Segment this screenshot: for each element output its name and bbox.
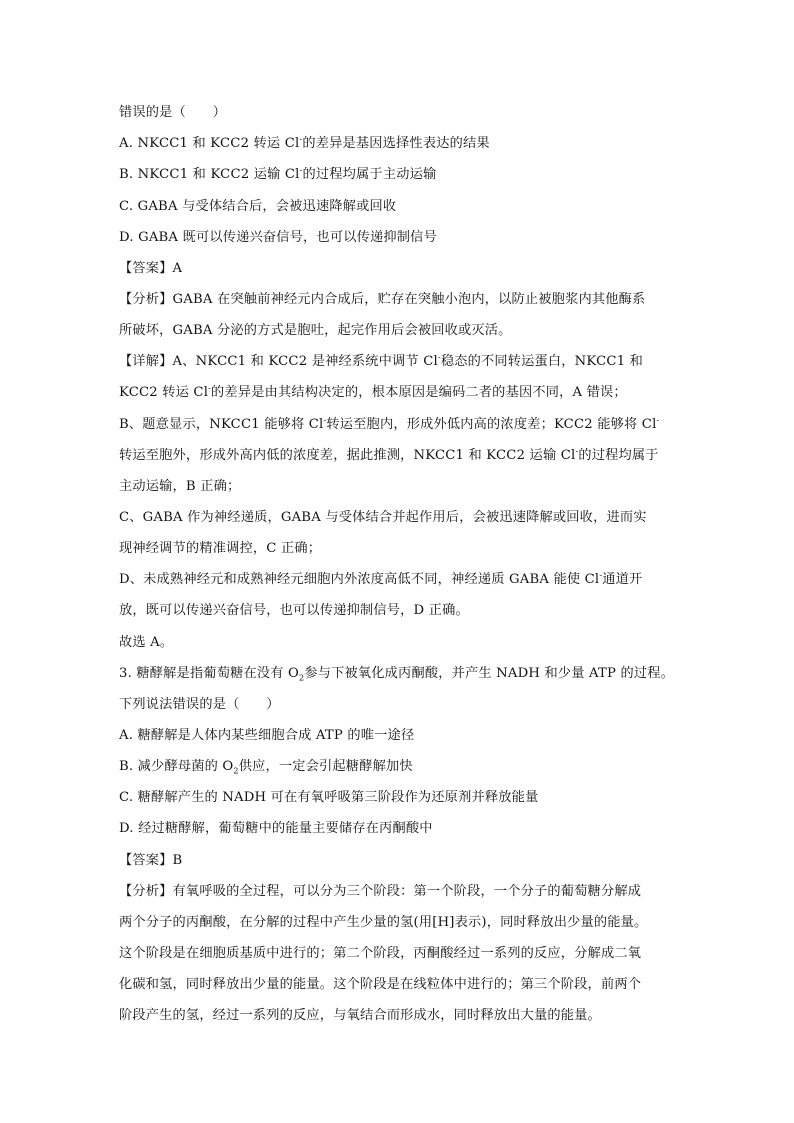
question-3-option-d: D. 经过糖酵解，葡萄糖中的能量主要储存在丙酮酸中 bbox=[119, 821, 433, 836]
question-2-analysis-line: 所破坏，GABA 分泌的方式是胞吐，起完作用后会被回收或灭活。 bbox=[119, 323, 512, 338]
question-2-stem-tail: 错误的是（ ） bbox=[119, 105, 227, 120]
question-2-option-b: B. NKCC1 和 KCC2 运输 Cl-的过程均属于主动运输 bbox=[119, 165, 437, 182]
question-2-detail-line: 现神经调节的精准调控，C 正确； bbox=[119, 541, 322, 556]
question-3-option-a: A. 糖酵解是人体内某些细胞合成 ATP 的唯一途径 bbox=[119, 728, 415, 743]
question-2-option-a: A. NKCC1 和 KCC2 转运 Cl-的差异是基因选择性表达的结果 bbox=[119, 134, 490, 151]
question-2-detail-line: B、题意显示，NKCC1 能够将 Cl-转运至胞内，形成外低内高的浓度差；KCC2 能够将 Cl- bbox=[119, 415, 660, 432]
question-3-analysis-line: 两个分子的丙酮酸，在分解的过程中产生少量的氢(用[H]表示)，同时释放出少量的能量。 bbox=[119, 915, 648, 930]
question-2-detail-line: 主动运输，B 正确； bbox=[119, 479, 241, 494]
question-3-analysis-line: 这个阶段是在细胞质基质中进行的；第二个阶段，丙酮酸经过一系列的反应，分解成二氧 bbox=[119, 946, 642, 961]
question-2-detail-line: KCC2 转运 Cl-的差异是由其结构决定的，根本原因是编码二者的基因不同，A 错误； bbox=[119, 383, 627, 400]
question-2-detail-line: 放，既可以传递兴奋信号，也可以传递抑制信号，D 正确。 bbox=[119, 603, 469, 618]
question-3-stem: 下列说法错误的是（ ） bbox=[119, 697, 280, 712]
question-2-conclusion: 故选 A。 bbox=[119, 635, 174, 650]
question-2-detail-line: 【详解】A、NKCC1 和 KCC2 是神经系统中调节 Cl-稳态的不同转运蛋白，NKCC1 和 bbox=[119, 352, 644, 369]
question-3-analysis-line: 【分析】有氧呼吸的全过程，可以分为三个阶段：第一个阶段，一个分子的葡萄糖分解成 bbox=[119, 884, 642, 899]
question-2-detail-line: C、GABA 作为神经递质，GABA 与受体结合并起作用后，会被迅速降解或回收，进而实 bbox=[119, 510, 647, 525]
question-3-analysis-line: 化碳和氢，同时释放出少量的能量。这个阶段是在线粒体中进行的；第三个阶段，前两个 bbox=[119, 977, 642, 992]
question-2-detail-line: D、未成熟神经元和成熟神经元细胞内外浓度高低不同，神经递质 GABA 能使 Cl-通道开 bbox=[119, 570, 643, 587]
question-2-option-d: D. GABA 既可以传递兴奋信号，也可以传递抑制信号 bbox=[119, 230, 437, 245]
question-3-option-c: C. 糖酵解产生的 NADH 可在有氧呼吸第三阶段作为还原剂并释放能量 bbox=[119, 790, 539, 805]
question-3-analysis-line: 阶段产生的氢，经过一系列的反应，与氧结合而形成水，同时释放出大量的能量。 bbox=[119, 1008, 601, 1023]
question-3-stem: 3. 糖酵解是指葡萄糖在没有 $O_2$参与下被氧化成丙酮酸，并产生 NADH 和少量 ATP 的过程。 bbox=[119, 666, 675, 683]
question-2-detail-line: 转运至胞外，形成外高内低的浓度差，据此推测，NKCC1 和 KCC2 运输 Cl-的过程均属于 bbox=[119, 446, 659, 463]
question-2-analysis-line: 【分析】GABA 在突触前神经元内合成后，贮存在突触小泡内，以防止被胞浆内其他酶系 bbox=[119, 292, 646, 307]
question-3-answer: 【答案】B bbox=[119, 853, 183, 868]
question-2-answer: 【答案】A bbox=[119, 261, 183, 276]
question-2-option-c: C. GABA 与受体结合后，会被迅速降解或回收 bbox=[119, 199, 397, 214]
question-3-option-b: B. 减少酵母菌的 $O_2$供应，一定会引起糖酵解加快 bbox=[119, 759, 413, 776]
